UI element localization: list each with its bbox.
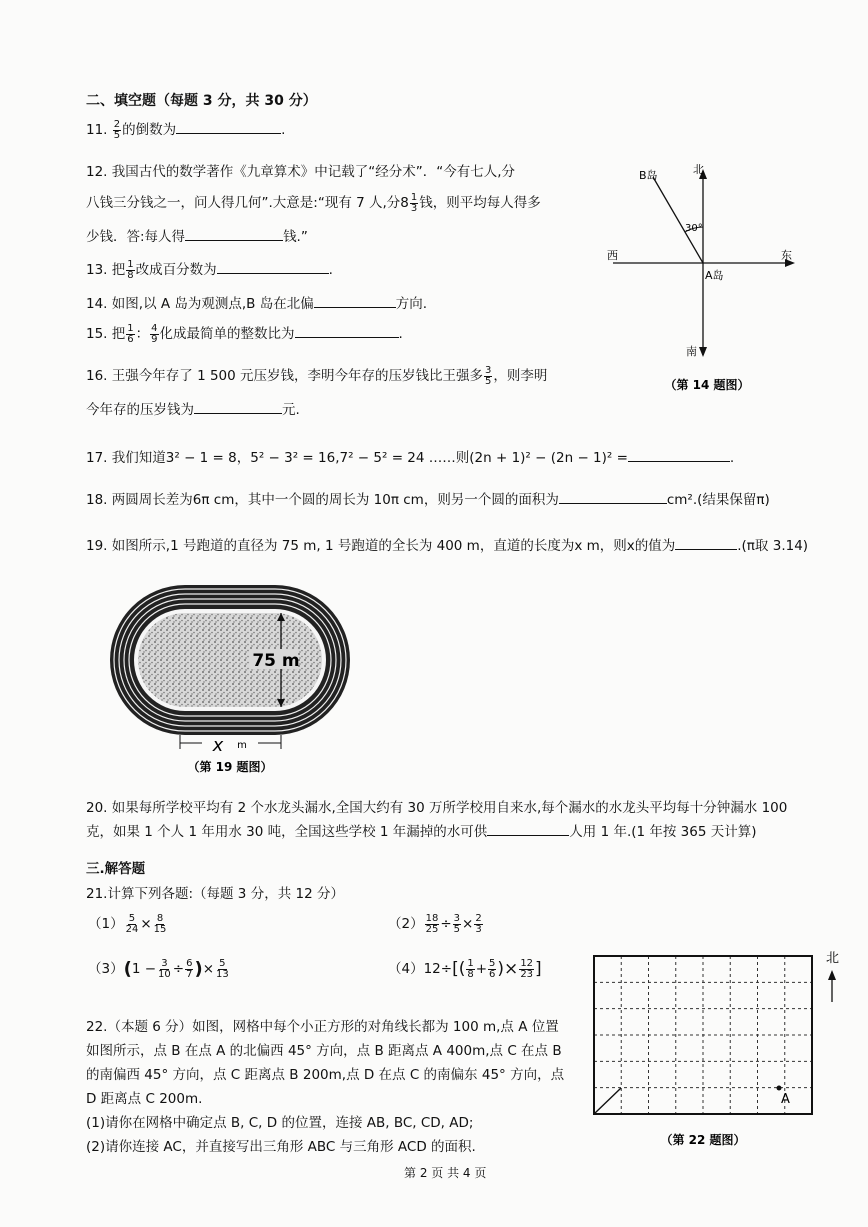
- answer-blank[interactable]: [314, 294, 396, 308]
- x-label: x: [212, 735, 224, 756]
- question-number: 11.: [86, 122, 108, 138]
- answer-blank[interactable]: [217, 260, 329, 274]
- diameter-label: 75 m: [252, 651, 300, 671]
- answer-blank[interactable]: [487, 822, 569, 836]
- point-a-label: A: [781, 1092, 790, 1107]
- question-22-line-5: (1)请你在网格中确定点 B, C, D 的位置，连接 AB, BC, CD, AD;: [86, 1115, 474, 1131]
- answer-blank[interactable]: [176, 120, 281, 134]
- figure-19-caption: （第 19 题图）: [187, 760, 273, 774]
- page-footer: 第 2 页 共 4 页: [404, 1166, 487, 1180]
- fraction: $\frac{2}{5}$: [113, 118, 121, 141]
- point-a-marker: [777, 1086, 782, 1091]
- figure-22-caption: （第 22 题图）: [660, 1133, 746, 1147]
- question-19: 19. 如图所示,1 号跑道的直径为 75 m, 1 号跑道的全长为 400 m，直道的长度为x m，则x的值为 .(π取 3.14): [86, 538, 809, 554]
- question-17: 17. 我们知道3² − 1 = 8，5² − 3² = 16,7² − 5² = 24 ……则(2n + 1)² − (2n − 1)² = .: [86, 450, 735, 466]
- figure-22-grid: [588, 940, 850, 1155]
- south-arrow-icon: [699, 347, 707, 357]
- question-20-line-2: 克，如果 1 个人 1 年用水 30 吨，全国这些学校 1 年漏掉的水可供 人用 1 年.(1 年按 365 天计算): [86, 824, 757, 840]
- figure-14-caption: （第 14 题图）: [664, 378, 750, 392]
- question-16-line-2: 今年存的压岁钱为 元.: [86, 402, 300, 418]
- section-3-title: 三.解答题: [86, 861, 146, 877]
- question-21-title: 21.计算下列各题:（每题 3 分，共 12 分）: [86, 886, 344, 902]
- question-22-line-2: 如图所示，点 B 在点 A 的北偏西 45° 方向，点 B 距离点 A 400m,点 C 在点 B: [86, 1043, 562, 1059]
- figure-14-compass: [595, 155, 810, 400]
- x-unit-label: m: [237, 740, 247, 751]
- north-label: 北: [826, 951, 840, 966]
- b-island-label: B岛: [639, 169, 658, 182]
- question-13: 13. 把 $\frac{1}{8}$ 改成百分数为 .: [86, 258, 333, 281]
- a-island-label: A岛: [705, 269, 724, 282]
- question-11: 11. $\frac{2}{5}$ 的倒数为 .: [86, 118, 286, 141]
- answer-blank[interactable]: [675, 536, 737, 550]
- question-14: 14. 如图,以 A 岛为观测点,B 岛在北偏 方向.: [86, 296, 428, 312]
- north-arrow-icon: [828, 970, 836, 980]
- question-12-line-3: 少钱．答:每人得 钱.”: [86, 229, 308, 245]
- question-22-line-1: 22.（本题 6 分）如图，网格中每个小正方形的对角线长都为 100 m,点 A 位置: [86, 1019, 559, 1035]
- question-22-line-4: D 距离点 C 200m.: [86, 1091, 203, 1107]
- figure-19-running-track: [100, 575, 360, 780]
- question-22-line-3: 的南偏西 45° 方向，点 C 距离点 B 200m,点 D 在点 C 的南偏东 45° 方向，点: [86, 1067, 565, 1083]
- question-22-line-6: (2)请你连接 AC，并直接写出三角形 ABC 与三角形 ACD 的面积.: [86, 1139, 476, 1155]
- north-label: 北: [693, 163, 704, 176]
- question-15: 15. 把 $\frac{1}{6}$ ： $\frac{4}{9}$ 化成最简单的整数比为 .: [86, 322, 403, 345]
- question-12-line-2: 八钱三分钱之一，问人得几何”.大意是:“现有 7 人,分8 $\frac{1}{3}$ 钱，则平均每人得多: [86, 191, 541, 214]
- answer-blank[interactable]: [628, 448, 730, 462]
- question-21-part-4: （4）12÷[( $\frac{1}{8}$ + $\frac{5}{6}$ )× $\frac{12}{23}$ ]: [388, 957, 542, 980]
- question-21-part-2: （2） $\frac{18}{25}$ ÷ $\frac{3}{5}$ × $\frac{2}{3}$: [388, 912, 482, 935]
- question-12-line-1: 12. 我国古代的数学著作《九章算术》中记载了“经分术”．“今有七人,分: [86, 164, 516, 180]
- answer-blank[interactable]: [185, 227, 283, 241]
- question-20-line-1: 20. 如果每所学校平均有 2 个水龙头漏水,全国大约有 30 万所学校用自来水,每个漏水的水龙头平均每十分钟漏水 100: [86, 800, 788, 816]
- south-label: 南: [686, 345, 697, 358]
- angle-label: 30°: [685, 223, 703, 234]
- answer-blank[interactable]: [295, 324, 399, 338]
- west-label: 西: [607, 249, 618, 262]
- bearing-line-to-b: [653, 177, 703, 263]
- question-21-part-1: （1） $\frac{5}{24}$ × $\frac{8}{15}$: [88, 912, 167, 935]
- question-16-line-1: 16. 王强今年存了 1 500 元压岁钱，李明今年存的压岁钱比王强多 $\frac{3}{5}$ ，则李明: [86, 364, 548, 387]
- section-2-title: 二、填空题（每题 3 分，共 30 分）: [86, 93, 317, 109]
- east-label: 东: [781, 249, 792, 262]
- question-21-part-3: （3）(1 − $\frac{3}{10}$ ÷ $\frac{6}{7}$ )× $\frac{5}{13}$: [88, 957, 229, 980]
- answer-blank[interactable]: [194, 400, 282, 414]
- question-18: 18. 两圆周长差为6π cm，其中一个圆的周长为 10π cm，则另一个圆的面积为 cm².(结果保留π): [86, 492, 770, 508]
- answer-blank[interactable]: [559, 490, 667, 504]
- diagonal-sample: [594, 1088, 621, 1114]
